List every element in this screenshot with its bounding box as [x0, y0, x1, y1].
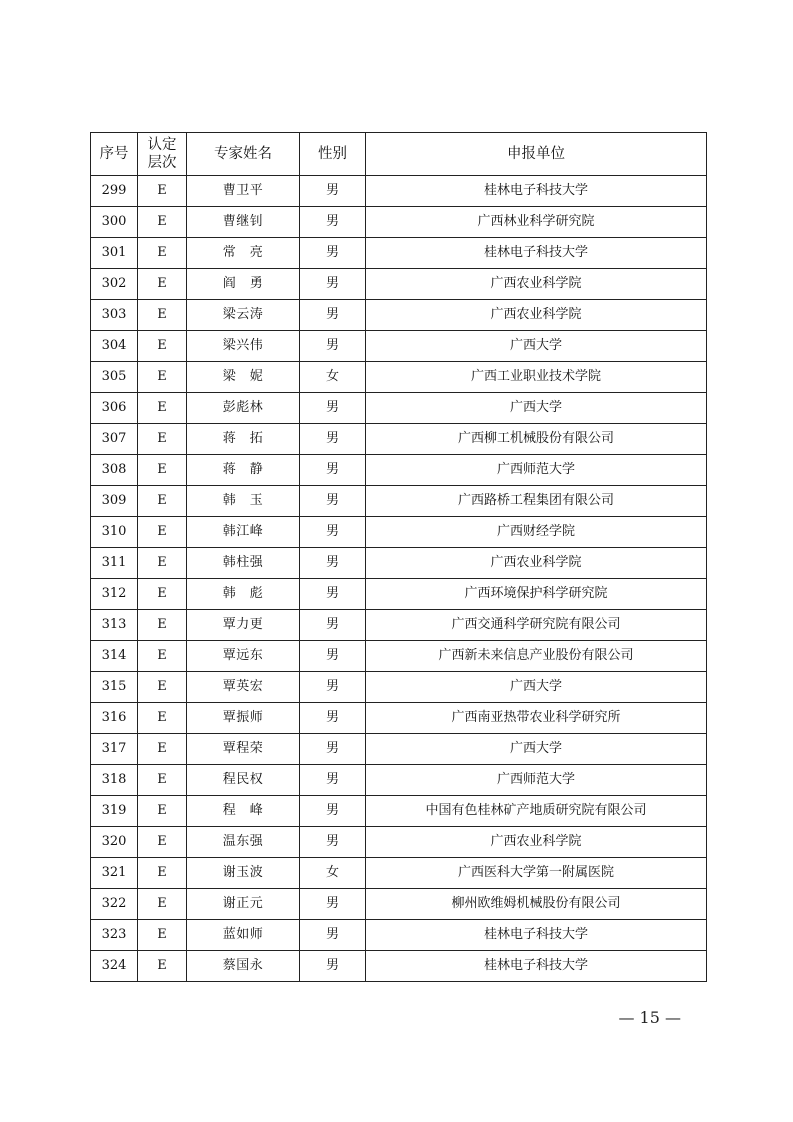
- cell-unit: 广西农业科学院: [366, 548, 707, 579]
- cell-gender: 男: [300, 300, 366, 331]
- cell-unit: 广西大学: [366, 734, 707, 765]
- page-number: [0, 1008, 793, 1027]
- table-row: [91, 393, 707, 424]
- cell-index: 312: [91, 579, 138, 610]
- table-row: [91, 858, 707, 889]
- table-row: [91, 331, 707, 362]
- cell-name: 覃力更: [187, 610, 300, 641]
- cell-unit: 桂林电子科技大学: [366, 238, 707, 269]
- cell-unit: 广西大学: [366, 331, 707, 362]
- table-row: [91, 610, 707, 641]
- cell-gender: 男: [300, 889, 366, 920]
- cell-level: E: [138, 455, 187, 486]
- cell-level: E: [138, 734, 187, 765]
- cell-unit: 桂林电子科技大学: [366, 920, 707, 951]
- cell-gender: 男: [300, 269, 366, 300]
- cell-index: 316: [91, 703, 138, 734]
- cell-level: E: [138, 548, 187, 579]
- header-gender: 性别: [300, 133, 366, 176]
- table-row: [91, 548, 707, 579]
- cell-gender: 男: [300, 672, 366, 703]
- cell-level: E: [138, 641, 187, 672]
- header-name: 专家姓名: [187, 133, 300, 176]
- cell-gender: 男: [300, 920, 366, 951]
- cell-level: E: [138, 517, 187, 548]
- table-row: [91, 889, 707, 920]
- page-number-text: — 15 —: [618, 1008, 681, 1027]
- cell-name: 蔡国永: [187, 951, 300, 982]
- cell-unit: 广西新未来信息产业股份有限公司: [366, 641, 707, 672]
- cell-gender: 男: [300, 579, 366, 610]
- cell-level: E: [138, 920, 187, 951]
- cell-index: 300: [91, 207, 138, 238]
- cell-index: 304: [91, 331, 138, 362]
- table-row: [91, 641, 707, 672]
- cell-gender: 女: [300, 362, 366, 393]
- table-row: [91, 486, 707, 517]
- table-body: [91, 176, 707, 982]
- cell-unit: 广西财经学院: [366, 517, 707, 548]
- cell-index: 323: [91, 920, 138, 951]
- cell-unit: 广西农业科学院: [366, 300, 707, 331]
- cell-name: 温东强: [187, 827, 300, 858]
- cell-gender: 男: [300, 207, 366, 238]
- cell-level: E: [138, 951, 187, 982]
- cell-level: E: [138, 703, 187, 734]
- cell-unit: 桂林电子科技大学: [366, 176, 707, 207]
- cell-index: 313: [91, 610, 138, 641]
- cell-gender: 男: [300, 455, 366, 486]
- cell-index: 317: [91, 734, 138, 765]
- cell-unit: 广西环境保护科学研究院: [366, 579, 707, 610]
- table-row: [91, 238, 707, 269]
- cell-name: 韩柱强: [187, 548, 300, 579]
- cell-name: 覃远东: [187, 641, 300, 672]
- cell-level: E: [138, 672, 187, 703]
- table-row: [91, 176, 707, 207]
- cell-unit: 广西大学: [366, 672, 707, 703]
- cell-name: 曹卫平: [187, 176, 300, 207]
- table-row: [91, 703, 707, 734]
- cell-name: 覃英宏: [187, 672, 300, 703]
- table-row: [91, 269, 707, 300]
- cell-gender: 男: [300, 734, 366, 765]
- cell-level: E: [138, 331, 187, 362]
- cell-gender: 男: [300, 827, 366, 858]
- cell-gender: 男: [300, 331, 366, 362]
- table-row: [91, 362, 707, 393]
- cell-level: E: [138, 827, 187, 858]
- cell-name: 程 峰: [187, 796, 300, 827]
- cell-index: 324: [91, 951, 138, 982]
- cell-index: 318: [91, 765, 138, 796]
- cell-index: 314: [91, 641, 138, 672]
- cell-unit: 广西农业科学院: [366, 269, 707, 300]
- cell-name: 曹继钊: [187, 207, 300, 238]
- cell-gender: 男: [300, 796, 366, 827]
- expert-list-table: [90, 132, 707, 982]
- cell-name: 梁 妮: [187, 362, 300, 393]
- table-row: [91, 672, 707, 703]
- cell-name: 覃程荣: [187, 734, 300, 765]
- cell-unit: 广西师范大学: [366, 455, 707, 486]
- table-row: [91, 765, 707, 796]
- cell-name: 蒋 静: [187, 455, 300, 486]
- cell-unit: 广西南亚热带农业科学研究所: [366, 703, 707, 734]
- cell-name: 梁兴伟: [187, 331, 300, 362]
- cell-name: 谢正元: [187, 889, 300, 920]
- cell-level: E: [138, 393, 187, 424]
- cell-level: E: [138, 486, 187, 517]
- header-unit: 申报单位: [366, 133, 707, 176]
- table-row: [91, 827, 707, 858]
- cell-name: 韩江峰: [187, 517, 300, 548]
- cell-name: 梁云涛: [187, 300, 300, 331]
- cell-index: 301: [91, 238, 138, 269]
- table-row: [91, 517, 707, 548]
- cell-gender: 男: [300, 951, 366, 982]
- cell-gender: 男: [300, 424, 366, 455]
- cell-name: 常 亮: [187, 238, 300, 269]
- cell-index: 322: [91, 889, 138, 920]
- cell-level: E: [138, 362, 187, 393]
- cell-gender: 男: [300, 486, 366, 517]
- cell-unit: 广西师范大学: [366, 765, 707, 796]
- table-row: [91, 951, 707, 982]
- table-row: [91, 579, 707, 610]
- table-row: [91, 424, 707, 455]
- cell-index: 303: [91, 300, 138, 331]
- cell-level: E: [138, 765, 187, 796]
- cell-level: E: [138, 176, 187, 207]
- cell-name: 阎 勇: [187, 269, 300, 300]
- cell-index: 321: [91, 858, 138, 889]
- table-header-row: [91, 133, 707, 176]
- cell-level: E: [138, 300, 187, 331]
- cell-name: 蒋 拓: [187, 424, 300, 455]
- cell-level: E: [138, 858, 187, 889]
- cell-index: 311: [91, 548, 138, 579]
- cell-level: E: [138, 610, 187, 641]
- cell-level: E: [138, 238, 187, 269]
- cell-gender: 女: [300, 858, 366, 889]
- cell-unit: 广西柳工机械股份有限公司: [366, 424, 707, 455]
- cell-unit: 桂林电子科技大学: [366, 951, 707, 982]
- cell-gender: 男: [300, 393, 366, 424]
- cell-gender: 男: [300, 238, 366, 269]
- cell-gender: 男: [300, 548, 366, 579]
- cell-name: 韩 玉: [187, 486, 300, 517]
- cell-index: 320: [91, 827, 138, 858]
- cell-index: 315: [91, 672, 138, 703]
- cell-name: 韩 彪: [187, 579, 300, 610]
- cell-unit: 广西大学: [366, 393, 707, 424]
- cell-name: 蓝如师: [187, 920, 300, 951]
- cell-unit: 广西路桥工程集团有限公司: [366, 486, 707, 517]
- cell-unit: 广西医科大学第一附属医院: [366, 858, 707, 889]
- cell-unit: 广西工业职业技术学院: [366, 362, 707, 393]
- cell-index: 310: [91, 517, 138, 548]
- cell-unit: 广西农业科学院: [366, 827, 707, 858]
- cell-unit: 柳州欧维姆机械股份有限公司: [366, 889, 707, 920]
- cell-level: E: [138, 796, 187, 827]
- cell-gender: 男: [300, 703, 366, 734]
- cell-index: 308: [91, 455, 138, 486]
- cell-index: 305: [91, 362, 138, 393]
- table-row: [91, 207, 707, 238]
- cell-unit: 广西林业科学研究院: [366, 207, 707, 238]
- cell-name: 彭彪林: [187, 393, 300, 424]
- cell-level: E: [138, 207, 187, 238]
- cell-level: E: [138, 269, 187, 300]
- cell-index: 306: [91, 393, 138, 424]
- table-row: [91, 300, 707, 331]
- cell-gender: 男: [300, 517, 366, 548]
- cell-gender: 男: [300, 176, 366, 207]
- cell-index: 307: [91, 424, 138, 455]
- cell-index: 319: [91, 796, 138, 827]
- cell-index: 302: [91, 269, 138, 300]
- cell-gender: 男: [300, 641, 366, 672]
- cell-name: 覃振师: [187, 703, 300, 734]
- cell-index: 309: [91, 486, 138, 517]
- header-index: 序号: [91, 133, 138, 176]
- table-row: [91, 734, 707, 765]
- cell-level: E: [138, 579, 187, 610]
- cell-gender: 男: [300, 610, 366, 641]
- cell-gender: 男: [300, 765, 366, 796]
- cell-name: 谢玉波: [187, 858, 300, 889]
- cell-level: E: [138, 889, 187, 920]
- table-row: [91, 796, 707, 827]
- cell-name: 程民权: [187, 765, 300, 796]
- cell-unit: 广西交通科学研究院有限公司: [366, 610, 707, 641]
- header-level: 认定层次: [138, 133, 187, 176]
- table-row: [91, 920, 707, 951]
- cell-unit: 中国有色桂林矿产地质研究院有限公司: [366, 796, 707, 827]
- cell-level: E: [138, 424, 187, 455]
- cell-index: 299: [91, 176, 138, 207]
- table-row: [91, 455, 707, 486]
